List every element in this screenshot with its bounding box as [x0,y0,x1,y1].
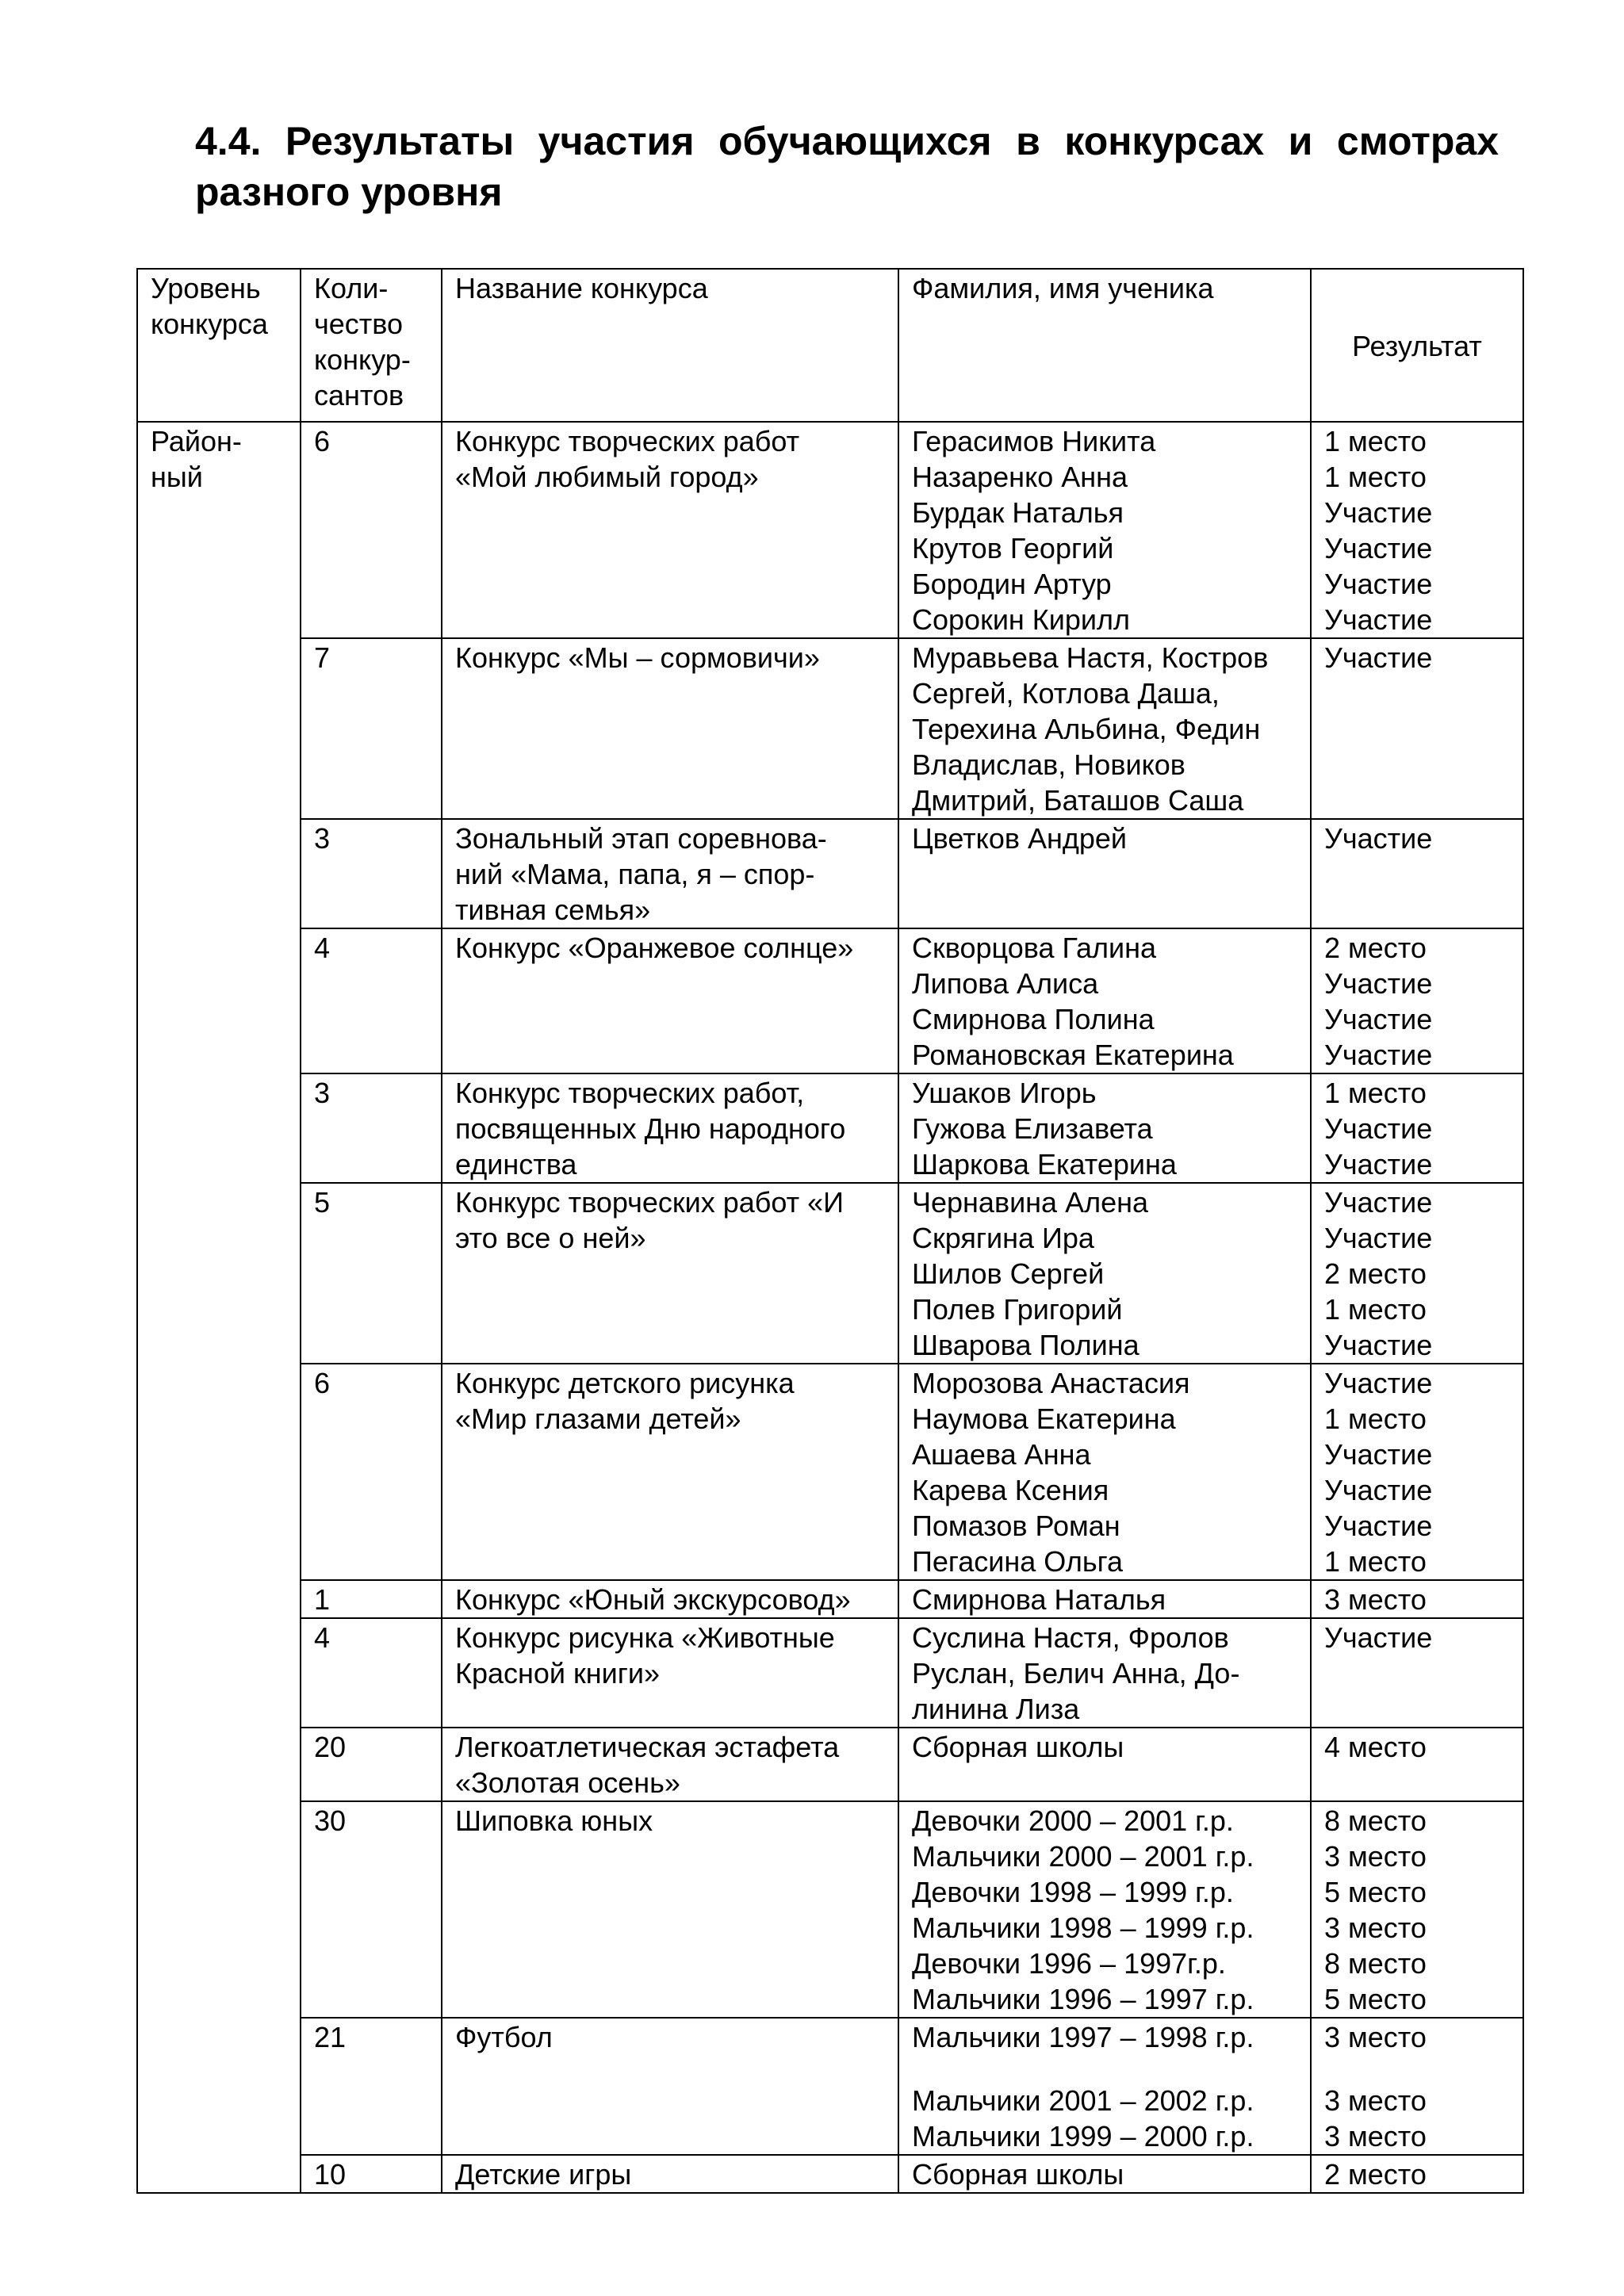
header-result: Результат [1311,269,1523,422]
cell-line: Помазов Роман [912,1510,1120,1542]
contest-cell [442,638,898,819]
cell-line: Чернавина Алена [912,1186,1149,1219]
contest-cell [442,819,898,928]
cell-line: Смирнова Полина [912,1003,1155,1035]
cell-line: 3 место [1324,1840,1427,1873]
cell-line: Мальчики 1997 – 1998 г.р. [912,2021,1254,2053]
cell-line: 1 место [1324,461,1427,493]
result-cell [1311,422,1523,638]
student-cell [898,1618,1311,1728]
count-cell: 5 [301,1183,442,1364]
cell-line: Герасимов Никита [912,425,1156,457]
cell-line: Шаркова Екатерина [912,1148,1177,1181]
cell-line: Пегасина Ольга [912,1545,1123,1578]
student-cell [898,2155,1311,2193]
result-cell [1311,1618,1523,1728]
cell-line: Участие [1324,568,1433,600]
cell-line: Сорокин Кирилл [912,603,1131,636]
count-cell: 3 [301,819,442,928]
result-cell [1311,1073,1523,1183]
cell-line: Легкоатлетическая эстафета [455,1731,840,1763]
count-cell: 6 [301,1364,442,1580]
cell-line: Мальчики 1999 – 2000 г.р. [912,2120,1254,2152]
cell-line: Шварова Полина [912,1329,1139,1361]
cell-line: Шиповка юных [455,1804,653,1837]
cell-line: 5 место [1324,1983,1427,2015]
cell-line: Руслан, Белич Анна, До- [912,1657,1240,1689]
cell-line: Цветков Андрей [912,822,1128,855]
cell-line: Детские игры [455,2158,632,2191]
cell-line: Сборная школы [912,1731,1124,1763]
cell-line: 2 место [1324,2158,1427,2191]
student-cell [898,2018,1311,2155]
count-cell: 20 [301,1728,442,1801]
cell-line: Бурдак Наталья [912,496,1124,529]
cell-line: Суслина Настя, Фролов [912,1621,1229,1654]
contest-cell [442,422,898,638]
table-body [137,422,1523,2193]
cell-line: единства [455,1148,577,1181]
result-cell [1311,1728,1523,1801]
cell-line: 2 место [1324,932,1427,964]
cell-line: 1 место [1324,1402,1427,1435]
cell-line: Футбол [455,2021,553,2053]
table-row [137,638,1523,819]
cell-line: Владислав, Новиков [912,748,1185,781]
contest-cell [442,1580,898,1618]
cell-line: Участие [1324,641,1433,674]
contest-cell [442,928,898,1073]
student-cell [898,1183,1311,1364]
cell-line: Муравьева Настя, Костров [912,641,1269,674]
cell-line: Скворцова Галина [912,932,1157,964]
table-header-row [137,269,1523,422]
student-cell [898,1364,1311,1580]
result-cell [1311,819,1523,928]
cell-line: Конкурс рисунка «Животные [455,1621,835,1654]
student-cell [898,422,1311,638]
contest-cell [442,1801,898,2018]
table-row [137,2155,1523,2193]
student-cell [898,1728,1311,1801]
cell-line: Девочки 1996 – 1997г.р. [912,1947,1226,1980]
cell-line: Участие [1324,1438,1433,1471]
count-cell: 10 [301,2155,442,2193]
table-row [137,1364,1523,1580]
cell-line: 1 место [1324,1293,1427,1326]
results-table [136,268,1524,2194]
cell-line: Мальчики 2000 – 2001 г.р. [912,1840,1254,1873]
cell-line: Участие [1324,1222,1433,1254]
cell-line: Назаренко Анна [912,461,1128,493]
header-contest: Название конкурса [442,269,898,422]
count-cell: 7 [301,638,442,819]
cell-line: 3 место [1324,2084,1427,2117]
cell-line: Смирнова Наталья [912,1583,1166,1616]
level-cell [137,422,301,2193]
cell-line: Участие [1324,496,1433,529]
cell-line: Липова Алиса [912,967,1099,1000]
page-title: 4.4. Результаты участия обучающихся в конкурсах и смотрах разного уровня [195,119,1499,214]
table-row [137,422,1523,638]
cell-line: Морозова Анастасия [912,1367,1190,1399]
cell-line: 1 место [1324,425,1427,457]
cell-line: Участие [1324,1003,1433,1035]
cell-line: 4 место [1324,1731,1427,1763]
count-cell: 4 [301,928,442,1073]
cell-line: Дмитрий, Баташов Саша [912,784,1244,817]
header-count: Коли- чество конкур- сантов [301,269,442,422]
cell-line: Участие [1324,603,1433,636]
cell-line: Ушаков Игорь [912,1077,1097,1109]
cell-line [912,2055,1297,2083]
table-row [137,1073,1523,1183]
cell-line: «Золотая осень» [455,1766,680,1799]
cell-line: Романовская Екатерина [912,1039,1234,1071]
cell-line: Участие [1324,1621,1433,1654]
cell-line: 5 место [1324,1876,1427,1908]
table-row [137,1580,1523,1618]
cell-line: Участие [1324,822,1433,855]
result-cell [1311,638,1523,819]
cell-line: Участие [1324,1039,1433,1071]
result-cell [1311,1580,1523,1618]
cell-line: Красной книги» [455,1657,661,1689]
cell-line: 2 место [1324,1257,1427,1290]
cell-line: Участие [1324,1186,1433,1219]
cell-line: Сергей, Котлова Даша, [912,677,1220,710]
cell-line: Мальчики 2001 – 2002 г.р. [912,2084,1254,2117]
cell-line: ный [151,461,203,493]
cell-line: Конкурс творческих работ, [455,1077,805,1109]
cell-line: Сборная школы [912,2158,1124,2191]
student-cell [898,638,1311,819]
result-cell [1311,1364,1523,1580]
header-level: Уровень конкурса [137,269,301,422]
table-row [137,819,1523,928]
result-cell [1311,1801,1523,2018]
cell-line: посвященных Дню народного [455,1112,846,1145]
cell-line: 8 место [1324,1804,1427,1837]
cell-line: 3 место [1324,1911,1427,1944]
cell-line: Участие [1324,532,1433,564]
cell-line: Участие [1324,1148,1433,1181]
cell-line: Район- [151,425,242,457]
cell-line: Скрягина Ира [912,1222,1094,1254]
cell-line: Наумова Екатерина [912,1402,1176,1435]
result-cell [1311,1183,1523,1364]
count-cell: 3 [301,1073,442,1183]
cell-line: Терехина Альбина, Федин [912,713,1261,745]
cell-line: Участие [1324,1367,1433,1399]
student-cell [898,928,1311,1073]
cell-line: это все о ней» [455,1222,646,1254]
cell-line: Полев Григорий [912,1293,1123,1326]
table-row [137,1801,1523,2018]
count-cell: 4 [301,1618,442,1728]
student-cell [898,1801,1311,2018]
cell-line: Конкурс детского рисунка [455,1367,795,1399]
cell-line: Участие [1324,1329,1433,1361]
cell-line: Конкурс «Мы – сормовичи» [455,641,820,674]
cell-line: 3 место [1324,2021,1427,2053]
cell-line: Конкурс «Оранжевое солнце» [455,932,854,964]
result-cell [1311,928,1523,1073]
table-row [137,1728,1523,1801]
contest-cell [442,1728,898,1801]
cell-line: Участие [1324,1112,1433,1145]
cell-line: линина Лиза [912,1693,1080,1725]
count-cell: 30 [301,1801,442,2018]
contest-cell [442,2155,898,2193]
table-row [137,2018,1523,2155]
cell-line: Участие [1324,1510,1433,1542]
table-row [137,1618,1523,1728]
contest-cell [442,1618,898,1728]
count-cell: 6 [301,422,442,638]
cell-line: 3 место [1324,2120,1427,2152]
contest-cell [442,1073,898,1183]
cell-line: Шилов Сергей [912,1257,1105,1290]
cell-line: тивная семья» [455,894,651,926]
cell-line: Конкурс творческих работ [455,425,800,457]
contest-cell [442,1364,898,1580]
contest-cell [442,2018,898,2155]
cell-line: Зональный этап соревнова- [455,822,827,855]
header-student: Фамилия, имя ученика [898,269,1311,422]
student-cell [898,1073,1311,1183]
cell-line [1324,2055,1510,2083]
table-row [137,928,1523,1073]
cell-line: 1 место [1324,1077,1427,1109]
cell-line: 8 место [1324,1947,1427,1980]
count-cell: 1 [301,1580,442,1618]
contest-cell [442,1183,898,1364]
cell-line: Участие [1324,967,1433,1000]
student-cell [898,1580,1311,1618]
cell-line: Девочки 2000 – 2001 г.р. [912,1804,1234,1837]
student-cell [898,819,1311,928]
result-cell [1311,2018,1523,2155]
cell-line: Гужова Елизавета [912,1112,1153,1145]
cell-line: 3 место [1324,1583,1427,1616]
cell-line: «Мой любимый город» [455,461,759,493]
cell-line: Конкурс творческих работ «И [455,1186,845,1219]
cell-line: Мальчики 1996 – 1997 г.р. [912,1983,1254,2015]
cell-line: Ашаева Анна [912,1438,1091,1471]
result-cell [1311,2155,1523,2193]
cell-line: ний «Мама, папа, я – спор- [455,858,815,890]
count-cell: 21 [301,2018,442,2155]
cell-line: Бородин Артур [912,568,1112,600]
cell-line: «Мир глазами детей» [455,1402,741,1435]
cell-line: Мальчики 1998 – 1999 г.р. [912,1911,1254,1944]
cell-line: Конкурс «Юный экскурсовод» [455,1583,851,1616]
table-row [137,1183,1523,1364]
cell-line: 1 место [1324,1545,1427,1578]
cell-line: Участие [1324,1474,1433,1506]
cell-line: Крутов Георгий [912,532,1114,564]
cell-line: Карева Ксения [912,1474,1109,1506]
cell-line: Девочки 1998 – 1999 г.р. [912,1876,1234,1908]
